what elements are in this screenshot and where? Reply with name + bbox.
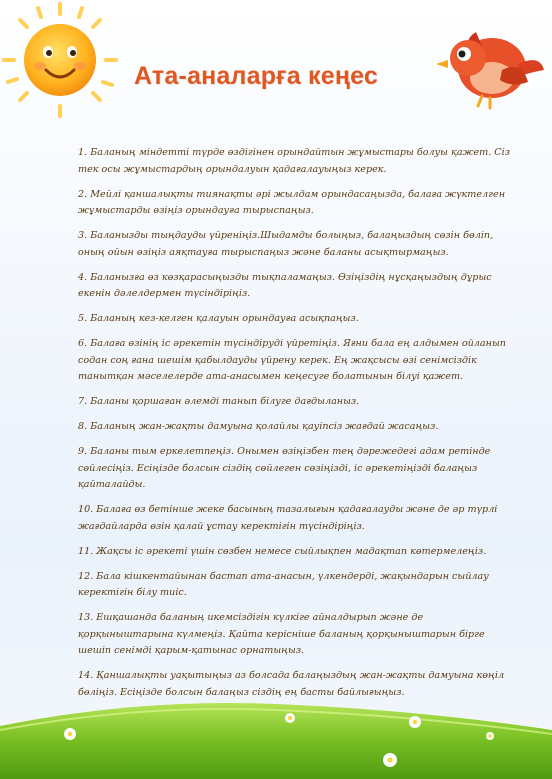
tip-item-12: 12. Бала кішкентайынан бастап ата-анасын, үлкендерді, жақындарын сыйлау керектігін білу тиіс. <box>78 570 489 598</box>
tip-item-9: 9. Баланы тым еркелетпеңіз. Онымен өзіңізбен тең дәрежедегі адам ретінде сөйлесіңіз. Есіңізде болсын сіздің сөйлеген сөзіңізді, іс әрекетіңізді балаңыз қайталайды. <box>78 446 491 490</box>
tips-list <box>78 145 510 710</box>
tip-item-14: 14. Қаншалықты уақытыңыз аз болсада балаңыздың жан-жақты дамуына көңіл бөліңіз. Есіңізде болсын балаңыз сіздің ең басты байлығыңыз. <box>78 670 505 698</box>
page-title: Ата-аналарға кеңес <box>134 62 379 90</box>
meadow-icon <box>0 690 552 779</box>
tip-item-1: 1. Баланың міндетті түрде өздігінен орындайтын жұмыстары болуы қажет. Сіз тек осы жұмыстардың орындалуын қадағалауыңыз керек. <box>78 147 510 175</box>
tip-item-2: 2. Мейлі қаншалықты тиянақты әрі жылдам орындасаңызда, балаға жүктелген жұмыстарды өзіңіз орындауға тырыспаңыз. <box>78 188 506 216</box>
tip-item-11: 11. Жақсы іс әрекеті үшін сөзбен немесе сыйлықпен мадақтап көтермелеңіз. <box>78 545 487 557</box>
bird-icon <box>432 10 548 110</box>
tip-item-3: 3. Баланызды тыңдауды үйреніңіз.Шыдамды болыңыз, балаңыздың сөзін бөліп, оның ойын өзіңіз аяқтауға тырыспаңыз және баланы асықтырмаңыз. <box>78 230 494 258</box>
tip-item-6: 6. Балаға өзінің іс әрекетін түсіндіруді үйретіңіз. Яғни бала ең алдымен ойланып содан соң ғана шешім қабылдауды үйрену керек. Ең жақсысы өзі сенімсіздік танытқан мәселелерде ата-анасымен кеңесуге болатынын білуі қажет. <box>78 338 506 382</box>
tip-item-7: 7. Баланы қоршаған әлемді танып білуге дағдыланыз. <box>78 396 360 407</box>
tip-item-10: 10. Балаға өз бетінше жеке басының тазалығын қадағалауды және де әр түрлі жағдайларда өзін қалай ұстау керектігін түсіндіріңіз. <box>78 504 498 532</box>
tip-item-4: 4. Баланызға өз көзқарасыңызды тықпаламаңыз. Өзіңіздің нұсқаңыздың дұрыс екенін дәлелдермен түсіндіріңіз. <box>78 271 492 299</box>
sun-icon <box>0 0 120 120</box>
tip-item-5: 5. Баланың кез-келген қалауын орындауға асықпаңыз. <box>78 313 359 324</box>
tip-item-13: 13. Ешқашанда баланың икемсіздігін күлкіге айналдырып және де қорқыныштарына күлмеңіз. Қайта керісніше баланың қорқыныштарын бірге шешіп сенімді қарым-қатынас орнатыңыз. <box>78 612 485 656</box>
tip-item-8: 8. Баланың жан-жақты дамуына қолайлы қауіпсіз жағдай жасаңыз. <box>78 421 439 432</box>
